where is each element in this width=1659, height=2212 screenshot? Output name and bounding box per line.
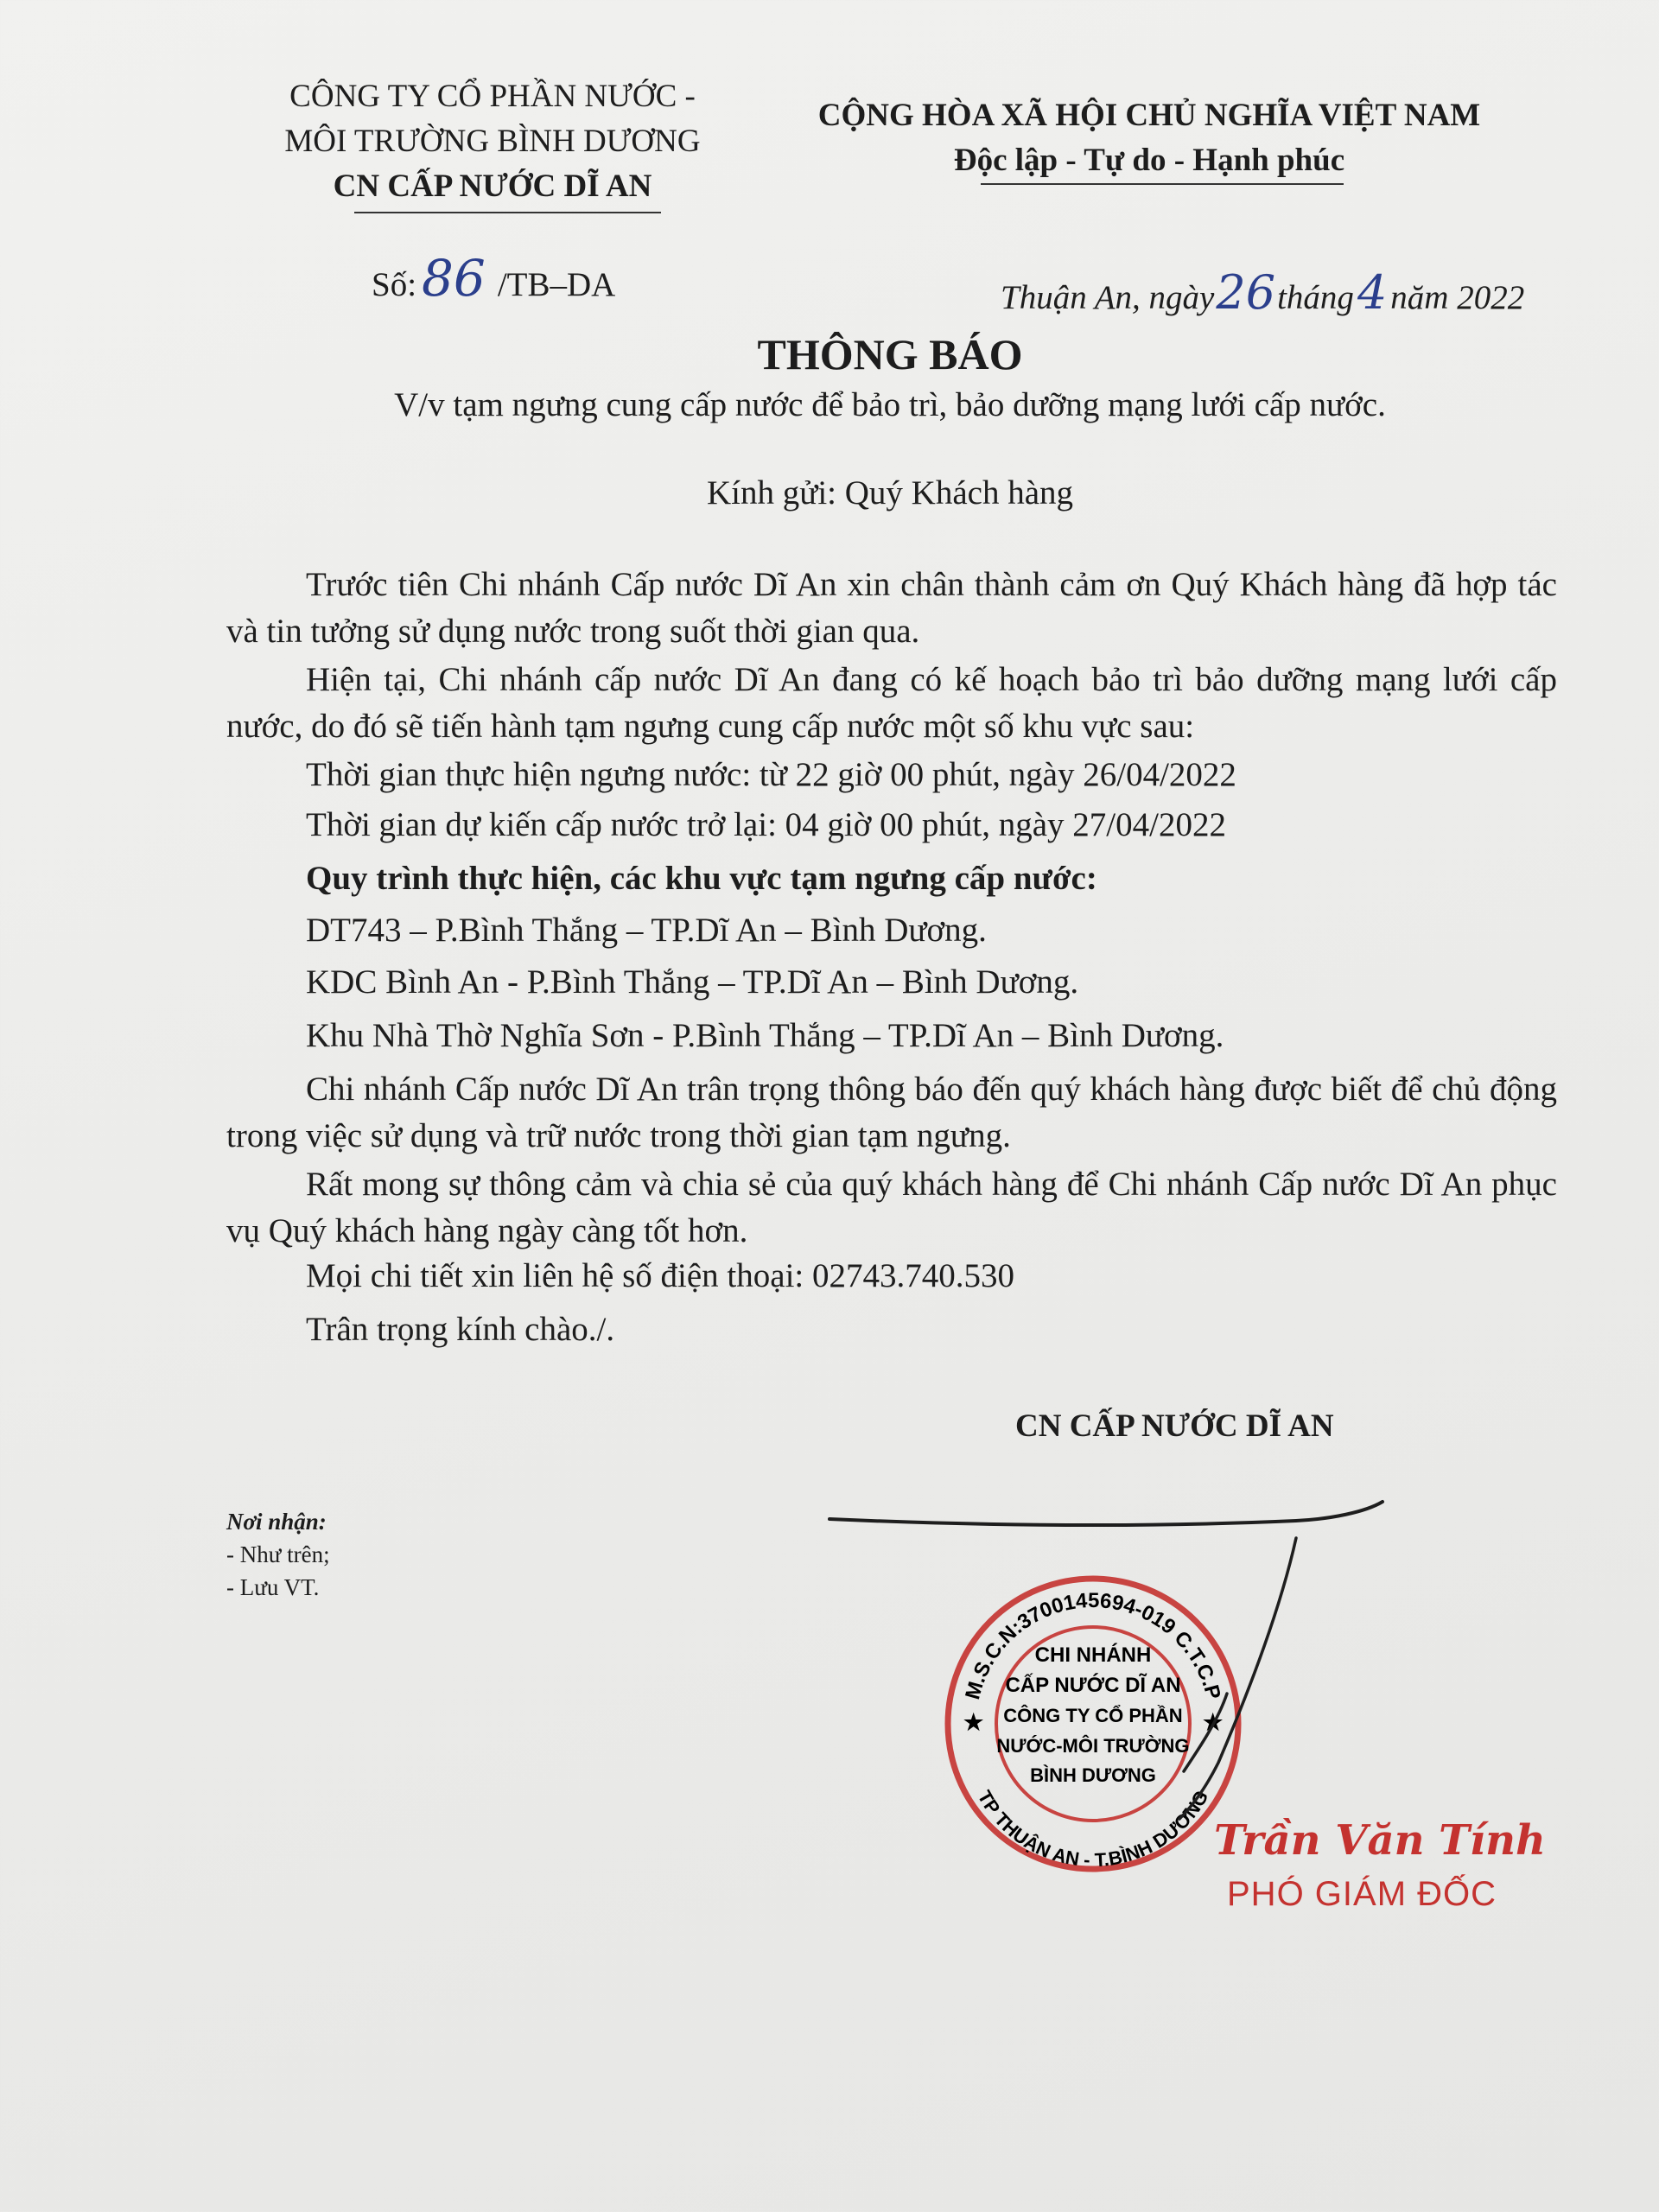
reference-handwritten-number: 86 bbox=[422, 249, 486, 308]
motto-underline bbox=[981, 183, 1344, 185]
organization-header bbox=[251, 74, 734, 209]
signature-stroke bbox=[830, 1502, 1382, 1525]
seal-star: ★ bbox=[963, 1709, 984, 1735]
seal-line: CÔNG TY CỔ PHẦN bbox=[1003, 1705, 1183, 1726]
date-place: Thuận An, ngày bbox=[1001, 279, 1215, 316]
start-time: Thời gian thực hiện ngưng nước: từ 22 giờ 00 phút, ngày 26/04/2022 bbox=[306, 756, 1236, 793]
date-year: năm 2022 bbox=[1390, 279, 1525, 316]
recipient-item: - Như trên; bbox=[226, 1541, 330, 1567]
areas-heading: Quy trình thực hiện, các khu vực tạm ngưng cấp nước: bbox=[306, 860, 1097, 897]
area-item: Khu Nhà Thờ Nghĩa Sơn - P.Bình Thắng – TP.Dĩ An – Bình Dương. bbox=[306, 1017, 1224, 1054]
org-line-2: MÔI TRƯỜNG BÌNH DƯƠNG bbox=[284, 124, 701, 159]
document-subject: V/v tạm ngưng cung cấp nước để bảo trì, bảo dưỡng mạng lưới cấp nước. bbox=[394, 386, 1386, 423]
seal-line: CẤP NƯỚC DĨ AN bbox=[1005, 1674, 1181, 1697]
company-seal bbox=[948, 1579, 1238, 1871]
seal-ring-text: M.S.C.N:3700145694-019 C.T.C.P bbox=[961, 1589, 1225, 1702]
recipients-block bbox=[226, 1505, 330, 1604]
area-item: KDC Bình An - P.Bình Thắng – TP.Dĩ An – Bình Dương. bbox=[306, 963, 1079, 1001]
closing-line: Trân trọng kính chào./. bbox=[306, 1311, 615, 1348]
paragraph-notice: Chi nhánh Cấp nước Dĩ An trân trọng thông báo đến quý khách hàng được biết để chủ động trong việc sử dụng và trữ nước trong thời gian tạm ngưng. bbox=[226, 1071, 1557, 1154]
paragraph-plan: Hiện tại, Chi nhánh cấp nước Dĩ An đang có kế hoạch bảo trì bảo dưỡng mạng lưới cấp nước, do đó sẽ tiến hành tạm ngưng cung cấp nước một số khu vực sau: bbox=[226, 661, 1557, 745]
date-line bbox=[1001, 265, 1525, 321]
seal-line: CHI NHÁNH bbox=[1034, 1643, 1152, 1667]
org-underline bbox=[354, 212, 661, 213]
date-month-label: tháng bbox=[1277, 279, 1354, 316]
reference-suffix: /TB–DA bbox=[497, 266, 616, 303]
seal-ring-bottom-text: TP THUẬN AN - T.BÌNH DƯƠNG bbox=[973, 1786, 1213, 1872]
seal-star: ★ bbox=[1203, 1709, 1224, 1735]
signature-stamp-graphic bbox=[812, 1460, 1538, 1875]
recipients-label: Nơi nhận: bbox=[226, 1509, 327, 1535]
paragraph-thanks: Trước tiên Chi nhánh Cấp nước Dĩ An xin chân thành cảm ơn Quý Khách hàng đã hợp tác và tin tưởng sử dụng nước trong suốt thời gian qua. bbox=[226, 566, 1557, 650]
reference-prefix: Số: bbox=[372, 266, 417, 303]
org-line-1: CÔNG TY CỔ PHẦN NƯỚC - bbox=[289, 79, 696, 114]
paragraph-apology: Rất mong sự thông cảm và chia sẻ của quý khách hàng để Chi nhánh Cấp nước Dĩ An phục vụ Quý khách hàng ngày càng tốt hơn. bbox=[226, 1166, 1557, 1249]
seal-line: NƯỚC-MÔI TRƯỜNG bbox=[996, 1735, 1190, 1757]
salutation: Kính gửi: Quý Khách hàng bbox=[706, 474, 1074, 512]
nation-line-2: Độc lập - Tự do - Hạnh phúc bbox=[953, 143, 1345, 178]
resume-time: Thời gian dự kiến cấp nước trở lại: 04 giờ 00 phút, ngày 27/04/2022 bbox=[306, 806, 1226, 843]
contact-line: Mọi chi tiết xin liên hệ số điện thoại: 02743.740.530 bbox=[306, 1257, 1014, 1294]
date-handwritten-day: 26 bbox=[1216, 265, 1276, 320]
date-handwritten-month: 4 bbox=[1357, 265, 1388, 320]
org-line-3: CN CẤP NƯỚC DĨ AN bbox=[333, 168, 652, 204]
signer-name: Trần Văn Tính bbox=[1214, 1816, 1546, 1865]
signer-title: PHÓ GIÁM ĐỐC bbox=[1227, 1875, 1497, 1913]
recipient-item: - Lưu VT. bbox=[226, 1574, 320, 1600]
seal-line: BÌNH DƯƠNG bbox=[1030, 1764, 1156, 1786]
signature-org: CN CẤP NƯỚC DĨ AN bbox=[1015, 1408, 1334, 1444]
area-item: DT743 – P.Bình Thắng – TP.Dĩ An – Bình Dương. bbox=[306, 912, 987, 949]
nation-line-1: CỘNG HÒA XÃ HỘI CHỦ NGHĨA VIỆT NAM bbox=[817, 98, 1481, 133]
document-title: THÔNG BÁO bbox=[757, 330, 1023, 378]
reference-number bbox=[372, 249, 616, 308]
national-header bbox=[778, 93, 1521, 183]
